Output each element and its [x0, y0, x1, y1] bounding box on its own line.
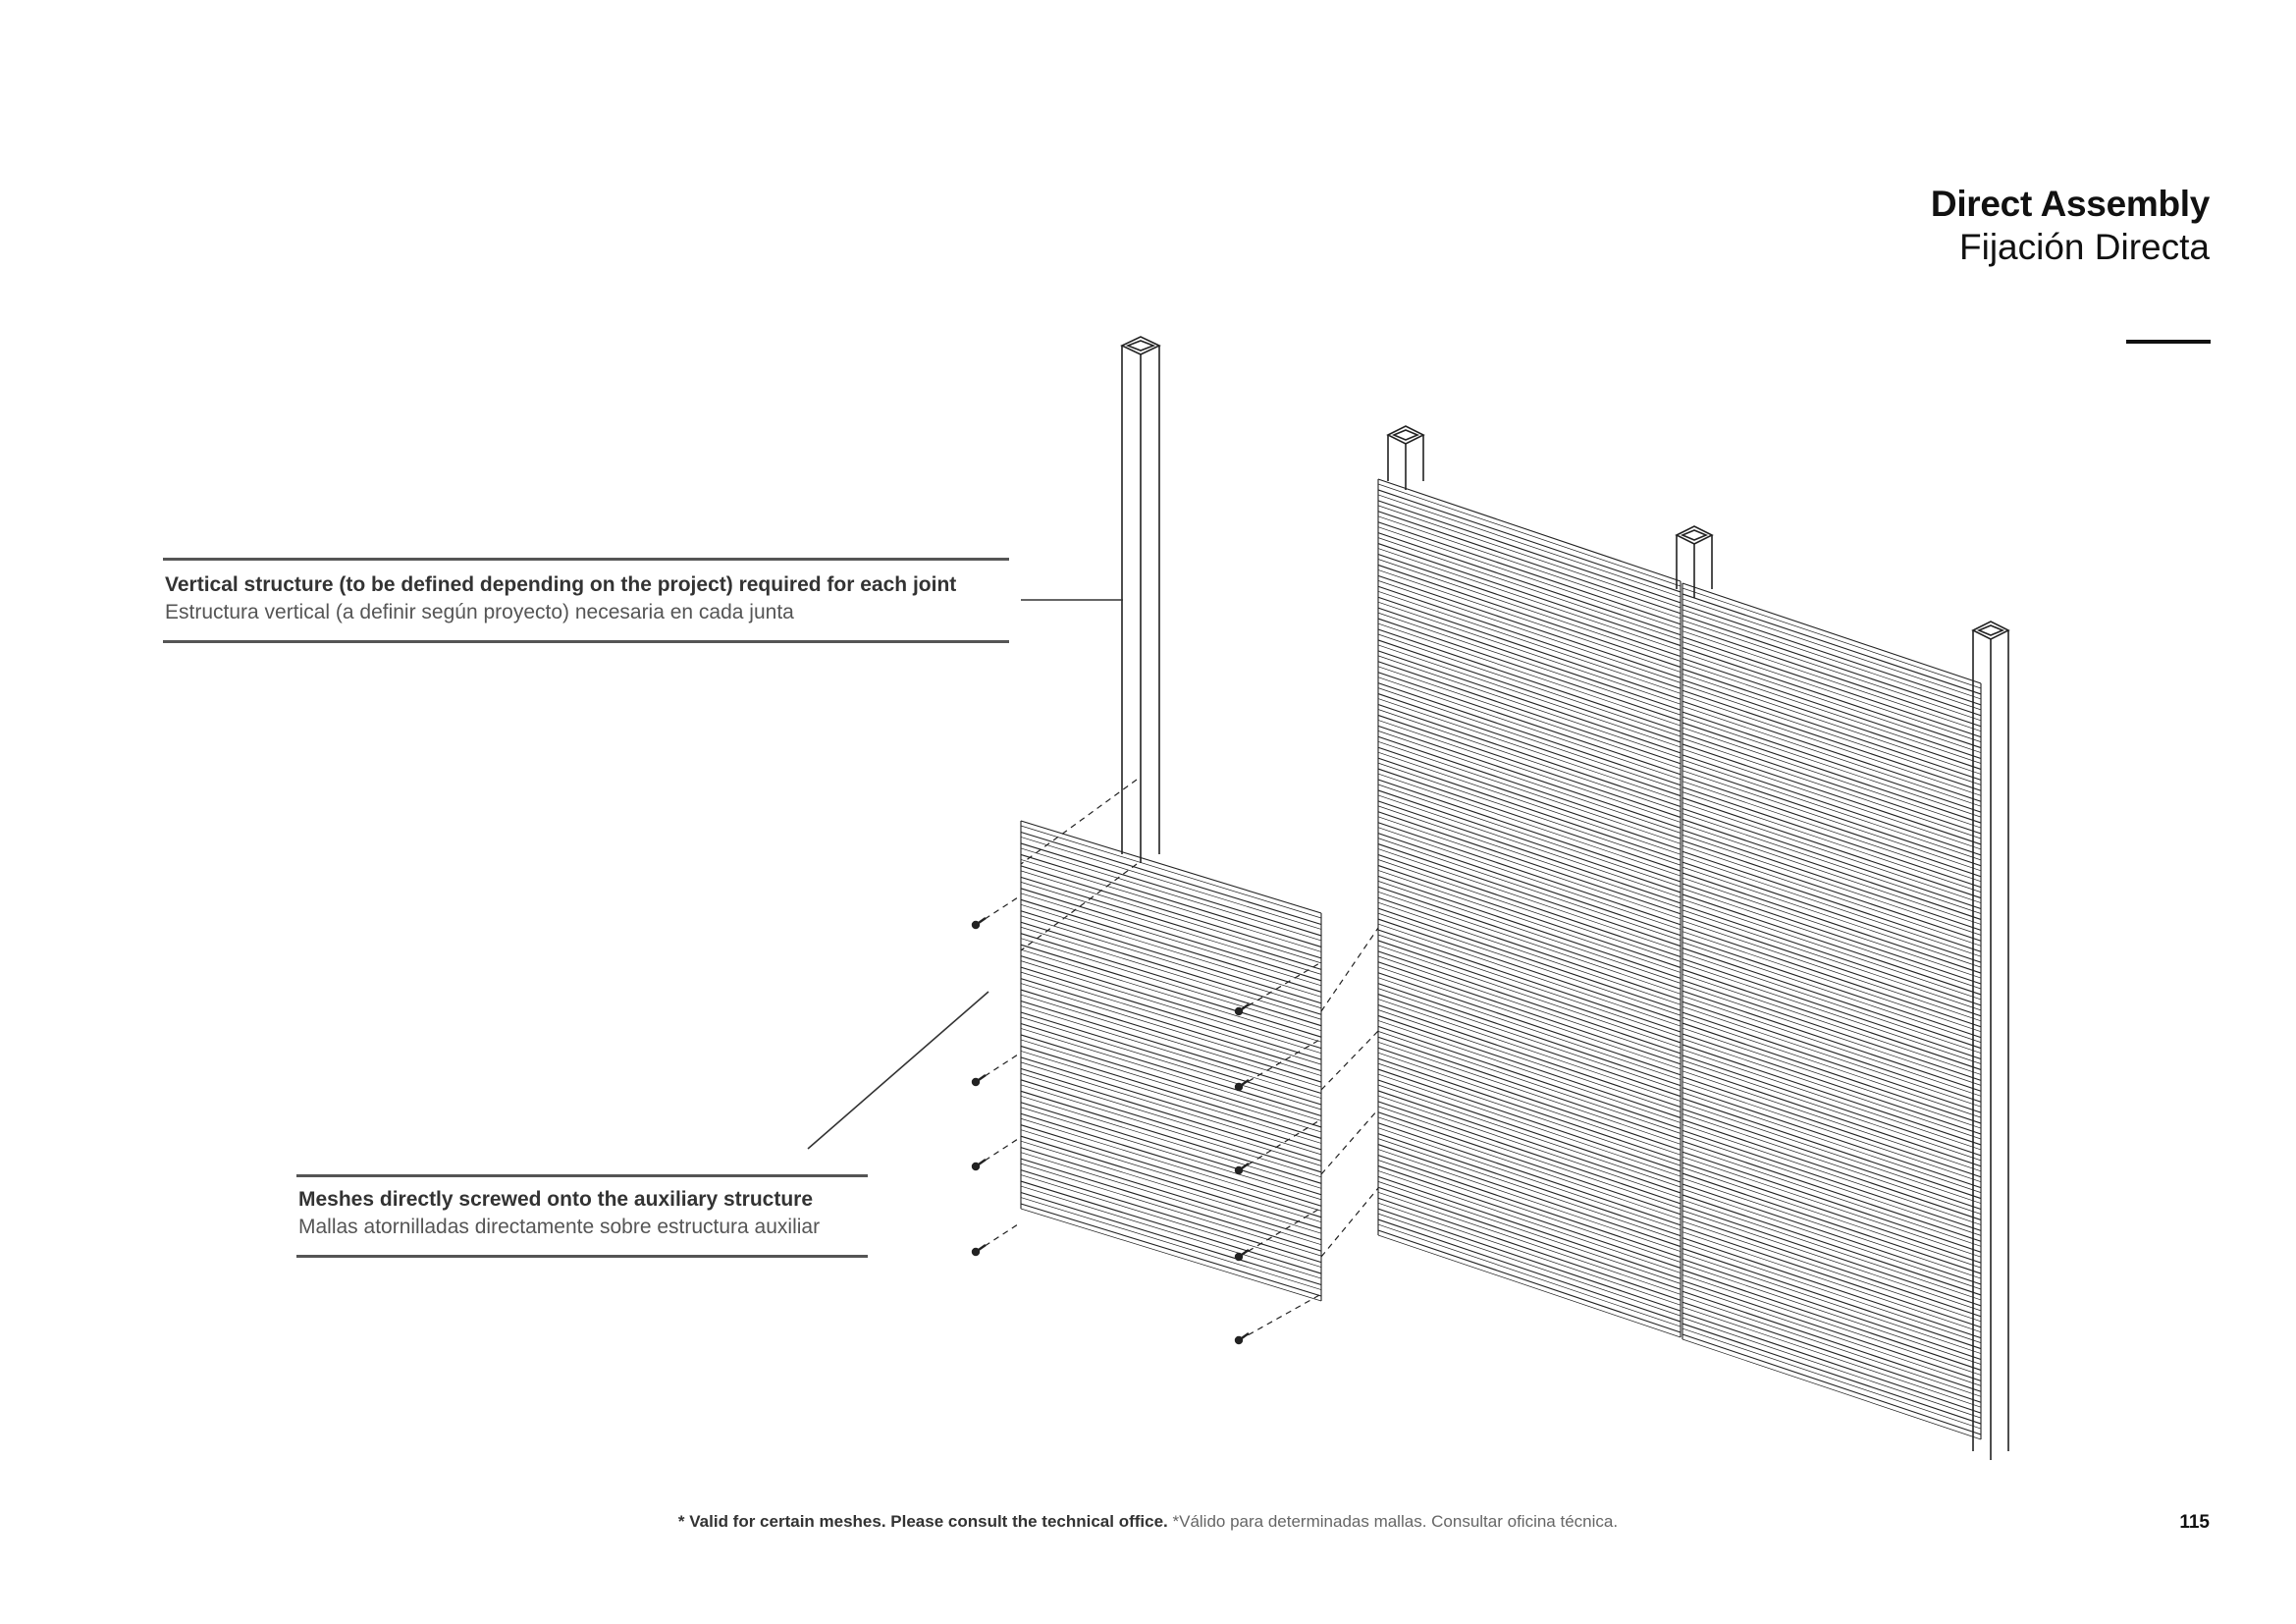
mesh-slat-shadow [1021, 1209, 1321, 1301]
mesh-slat [1378, 1134, 1681, 1236]
mesh-slat-shadow [1378, 785, 1681, 887]
mesh-slat-shadow [1378, 913, 1681, 1015]
mesh-slat [1378, 780, 1681, 882]
mesh-slat-shadow [1021, 984, 1321, 1076]
mesh-slat-shadow [1021, 848, 1321, 941]
mesh-slat [1021, 1091, 1321, 1183]
mesh-slat-shadow [1378, 1203, 1681, 1305]
mesh-slat [1378, 1058, 1681, 1161]
mesh-slat-shadow [1378, 623, 1681, 726]
mesh-slat [1021, 1159, 1321, 1251]
mesh-slat-shadow [1378, 495, 1681, 597]
mesh-slat [1021, 821, 1321, 913]
mesh-slat [1021, 899, 1321, 992]
mesh-slat [1378, 694, 1681, 796]
mesh-slat [1378, 919, 1681, 1021]
mesh-slat [1682, 616, 1981, 716]
post-right-a [1388, 426, 1423, 490]
mesh-slat [1378, 1112, 1681, 1215]
mesh-slat [1378, 834, 1681, 936]
mesh-slat-shadow [1378, 870, 1681, 972]
mesh-slat [1682, 594, 1981, 694]
callout-text-es: Mallas atornilladas directamente sobre estructura auxiliar [298, 1216, 821, 1238]
mesh-slat [1378, 769, 1681, 871]
mesh-slat-shadow [1378, 946, 1681, 1048]
mesh-slat-shadow [1378, 1074, 1681, 1176]
title-block [1931, 183, 2210, 269]
mesh-slat [1378, 555, 1681, 657]
mesh-slat-shadow [1378, 506, 1681, 608]
mesh-slat [1021, 1125, 1321, 1218]
mesh-slat-shadow [1378, 591, 1681, 693]
footnote [0, 1512, 2296, 1532]
mesh-slat-shadow [1378, 828, 1681, 930]
callout-rule-top [163, 558, 1009, 561]
mesh-slat-shadow [1021, 939, 1321, 1031]
footnote-es: *Válido para determinadas mallas. Consultar oficina técnica. [1172, 1512, 1619, 1531]
mesh-slat-shadow [1378, 763, 1681, 865]
mesh-slat-shadow [1378, 602, 1681, 704]
mesh-slat [1021, 843, 1321, 936]
mesh-slat-shadow [1021, 1164, 1321, 1256]
screw [973, 1222, 1022, 1256]
mesh-slat-shadow [1378, 656, 1681, 758]
mesh-slat-shadow [1378, 560, 1681, 662]
mesh-slat-shadow [1378, 795, 1681, 897]
mesh-slat [1378, 1187, 1681, 1289]
mesh-slat [1021, 1012, 1321, 1105]
mesh-slat [1021, 990, 1321, 1082]
mesh-slat [1021, 889, 1321, 981]
mesh-slat [1378, 823, 1681, 925]
mesh-slat-shadow [1378, 720, 1681, 822]
mesh-slat-shadow [1021, 995, 1321, 1087]
mesh-slat-shadow [1021, 1130, 1321, 1222]
guide-line [1321, 1031, 1378, 1090]
leader-meshes [808, 992, 988, 1149]
mesh-slat-shadow [1378, 1139, 1681, 1241]
mesh-slat-shadow [1021, 1141, 1321, 1233]
mesh-slat [1021, 1193, 1321, 1285]
callout-rule-bottom [296, 1255, 868, 1258]
mesh-slat-shadow [1378, 1161, 1681, 1263]
page-title: Direct Assembly [1930, 184, 2210, 224]
guide-line [1321, 1188, 1378, 1257]
mesh-slat [1378, 801, 1681, 903]
mesh-slat [1378, 844, 1681, 947]
mesh-slat [1378, 490, 1681, 592]
mesh-slat-shadow [1378, 634, 1681, 736]
mesh-slat-shadow [1021, 837, 1321, 929]
mesh-slat [1682, 605, 1981, 705]
mesh-slat [1378, 1048, 1681, 1150]
mesh-slat-shadow [1378, 1150, 1681, 1252]
mesh-slat-shadow [1021, 826, 1321, 918]
mesh-slat-shadow [1378, 688, 1681, 790]
mesh-slat-shadow [1378, 967, 1681, 1069]
mesh-slat-shadow [1378, 817, 1681, 919]
mesh-slat-shadow [1378, 538, 1681, 640]
mesh-slat-shadow [1378, 667, 1681, 769]
mesh-slat [1378, 619, 1681, 721]
mesh-panel-large-left [1378, 479, 1681, 1337]
mesh-slat-shadow [1378, 1224, 1681, 1326]
mesh-slat-shadow [1378, 569, 1681, 672]
mesh-slat [1378, 1145, 1681, 1247]
callout-text-en: Vertical structure (to be defined depending on the project) required for each joint [165, 573, 957, 596]
mesh-slat [1378, 1015, 1681, 1117]
mesh-slat-shadow [1378, 1235, 1681, 1337]
mesh-slat [1021, 1046, 1321, 1138]
footnote-en: * Valid for certain meshes. Please consult the technical office. [677, 1512, 1168, 1531]
mesh-slat [1378, 1209, 1681, 1311]
mesh-slat-shadow [1378, 1107, 1681, 1209]
mesh-slat-shadow [1378, 1181, 1681, 1283]
mesh-slat-shadow [1378, 752, 1681, 854]
mesh-slat-shadow [1021, 1017, 1321, 1110]
guide-line [1321, 928, 1378, 1011]
mesh-slat [1021, 1170, 1321, 1263]
mesh-slat-shadow [1378, 860, 1681, 962]
mesh-panels [1021, 479, 1981, 1439]
title-divider [2126, 340, 2211, 344]
screw [1236, 1294, 1322, 1344]
mesh-slat [1378, 984, 1681, 1086]
mesh-slat [1378, 662, 1681, 764]
mesh-slat-shadow [1021, 1085, 1321, 1177]
mesh-slat-shadow [1021, 972, 1321, 1064]
mesh-slat [1021, 1136, 1321, 1228]
mesh-slat [1378, 855, 1681, 957]
mesh-slat-shadow [1378, 1214, 1681, 1316]
mesh-slat [1021, 934, 1321, 1026]
mesh-slat [1021, 1035, 1321, 1127]
mesh-slat-shadow [1378, 516, 1681, 619]
mesh-slat-shadow [1378, 1031, 1681, 1133]
mesh-slat [1378, 586, 1681, 688]
mesh-slat [1378, 887, 1681, 989]
mesh-slat-shadow [1378, 806, 1681, 908]
mesh-slat [1021, 1181, 1321, 1273]
callout-vertical-structure [163, 558, 1009, 646]
mesh-slat-shadow [1682, 1339, 1981, 1439]
mesh-slat [1378, 640, 1681, 742]
callout-rule-bottom [163, 640, 1009, 643]
mesh-slat [1378, 629, 1681, 731]
mesh-slat [1021, 1148, 1321, 1240]
mesh-slat [1378, 973, 1681, 1075]
mesh-slat [1378, 1080, 1681, 1182]
mesh-slat-shadow [1021, 1006, 1321, 1099]
screw [973, 1053, 1022, 1086]
mesh-slat-shadow [1378, 902, 1681, 1004]
mesh-slat [1378, 1165, 1681, 1268]
mesh-slat-shadow [1378, 956, 1681, 1058]
mesh-slat [1378, 597, 1681, 699]
mesh-slat [1378, 1230, 1681, 1332]
mesh-slat-shadow [1682, 1285, 1981, 1385]
leader-lines [808, 600, 1123, 1149]
mesh-slat [1378, 715, 1681, 817]
mesh-slat-shadow [1682, 1274, 1981, 1375]
screw-projection [1239, 1119, 1321, 1170]
mesh-slat-shadow [1378, 1192, 1681, 1294]
mesh-slat [1378, 522, 1681, 624]
mesh-slat-shadow [1378, 1010, 1681, 1112]
mesh-slat-shadow [1021, 949, 1321, 1042]
mesh-slat [1378, 1219, 1681, 1322]
mesh-slat-shadow [1682, 1318, 1981, 1418]
mesh-panel-large-right [1682, 583, 1981, 1439]
mesh-slat [1682, 583, 1981, 683]
mesh-slat-shadow [1021, 1096, 1321, 1188]
mesh-slat [1378, 1198, 1681, 1300]
mesh-panel-small [1021, 821, 1321, 1301]
mesh-slat [1378, 1026, 1681, 1128]
mesh-slat-shadow [1378, 849, 1681, 951]
mesh-slat [1378, 1123, 1681, 1225]
mesh-slat [1682, 626, 1981, 727]
screw-projection [1239, 1294, 1321, 1340]
mesh-slat [1378, 683, 1681, 785]
mesh-slat [1378, 995, 1681, 1097]
mesh-slat-shadow [1021, 927, 1321, 1019]
mesh-slat [1378, 908, 1681, 1010]
mesh-slat-shadow [1378, 731, 1681, 833]
mesh-slat [1682, 637, 1981, 737]
mesh-slat-shadow [1021, 1153, 1321, 1245]
mesh-slat-shadow [1378, 1042, 1681, 1144]
mesh-slat-shadow [1021, 1198, 1321, 1290]
mesh-slat [1378, 705, 1681, 807]
page-subtitle: Fijación Directa [1959, 227, 2210, 267]
mesh-slat-shadow [1378, 978, 1681, 1080]
mesh-slat-shadow [1021, 1028, 1321, 1120]
post-left [1122, 337, 1159, 863]
callout-text-en: Meshes directly screwed onto the auxiliary structure [298, 1188, 814, 1211]
mesh-slat-shadow [1021, 1175, 1321, 1268]
mesh-slat [1378, 544, 1681, 646]
mesh-slat-shadow [1021, 893, 1321, 986]
mesh-slat [1378, 951, 1681, 1054]
mesh-slat-shadow [1378, 1020, 1681, 1122]
screw-projection [1239, 1039, 1321, 1087]
mesh-slat [1378, 897, 1681, 1000]
mesh-slat-shadow [1021, 1108, 1321, 1200]
mesh-slat [1378, 512, 1681, 614]
mesh-slat-shadow [1378, 1063, 1681, 1165]
mesh-slat-shadow [1021, 904, 1321, 997]
mesh-slat-shadow [1378, 935, 1681, 1037]
mesh-slat [1021, 945, 1321, 1037]
mesh-slat [1378, 1005, 1681, 1108]
callout-meshes [296, 1174, 868, 1263]
mesh-slat-shadow [1378, 484, 1681, 586]
mesh-slat [1378, 673, 1681, 775]
callout-text-es: Estructura vertical (a definir según proyecto) necesaria en cada junta [165, 601, 794, 623]
mesh-slat-shadow [1682, 1296, 1981, 1396]
mesh-slat-shadow [1021, 1040, 1321, 1132]
mesh-slat [1021, 832, 1321, 924]
mesh-slat [1378, 790, 1681, 893]
mesh-slat [1378, 758, 1681, 860]
mesh-slat [1378, 608, 1681, 710]
mesh-slat [1682, 648, 1981, 748]
mesh-slat [1021, 854, 1321, 947]
mesh-slat-shadow [1378, 881, 1681, 983]
mesh-slat-shadow [1378, 741, 1681, 843]
mesh-slat-shadow [1378, 1170, 1681, 1272]
mesh-slat-shadow [1378, 710, 1681, 812]
mesh-slat [1021, 1023, 1321, 1115]
mesh-slat-shadow [1021, 882, 1321, 974]
mesh-slat [1021, 877, 1321, 969]
mesh-slat [1021, 866, 1321, 958]
mesh-slat-shadow [1378, 989, 1681, 1091]
mesh-slat [1378, 736, 1681, 839]
mesh-slat-shadow [1378, 527, 1681, 629]
mesh-slat [1021, 956, 1321, 1049]
mesh-slat-shadow [1021, 961, 1321, 1054]
mesh-slat [1021, 967, 1321, 1059]
mesh-slat [1021, 979, 1321, 1071]
mesh-slat [1378, 865, 1681, 967]
screw [973, 895, 1022, 929]
mesh-slat [1378, 479, 1681, 581]
mesh-slat [1021, 1001, 1321, 1094]
mesh-slat [1021, 1204, 1321, 1296]
mesh-slat [1378, 930, 1681, 1032]
mesh-slat-shadow [1378, 1128, 1681, 1230]
mesh-slat [1378, 941, 1681, 1043]
guide-line [1321, 1110, 1378, 1174]
mesh-slat [1378, 1091, 1681, 1193]
mesh-slat [1378, 876, 1681, 978]
mesh-slat [1378, 651, 1681, 753]
mesh-slat-shadow [1682, 1307, 1981, 1407]
page-number: 115 [2179, 1512, 2210, 1533]
mesh-slat-shadow [1021, 1118, 1321, 1211]
mesh-slat-shadow [1021, 916, 1321, 1008]
mesh-slat-shadow [1021, 1062, 1321, 1155]
mesh-slat-shadow [1378, 1053, 1681, 1155]
mesh-slat-shadow [1378, 677, 1681, 780]
mesh-slat [1378, 726, 1681, 828]
mesh-slat-shadow [1378, 1085, 1681, 1187]
mesh-slat [1378, 812, 1681, 914]
mesh-slat [1378, 1156, 1681, 1258]
mesh-slat-shadow [1682, 1328, 1981, 1429]
mesh-slat-shadow [1378, 1000, 1681, 1102]
mesh-slat [1021, 1080, 1321, 1172]
mesh-slat [1021, 1113, 1321, 1206]
mesh-slat-shadow [1021, 859, 1321, 951]
mesh-slat [1378, 575, 1681, 677]
callout-rule-top [296, 1174, 868, 1177]
mesh-slat-shadow [1378, 645, 1681, 747]
mesh-slat [1021, 1057, 1321, 1150]
screw [973, 1137, 1022, 1170]
mesh-slat [1378, 1176, 1681, 1278]
mesh-slat [1378, 962, 1681, 1064]
mesh-slat [1021, 1103, 1321, 1195]
mesh-slat-shadow [1021, 1186, 1321, 1278]
mesh-slat-shadow [1378, 774, 1681, 876]
mesh-slat [1378, 1069, 1681, 1171]
mesh-slat-shadow [1378, 1096, 1681, 1198]
mesh-slat-shadow [1021, 1073, 1321, 1165]
mesh-slat-shadow [1378, 699, 1681, 801]
mesh-slat [1378, 501, 1681, 603]
mesh-slat-shadow [1378, 892, 1681, 994]
mesh-slat-shadow [1378, 549, 1681, 651]
mesh-slat-shadow [1378, 924, 1681, 1026]
mesh-slat-shadow [1378, 1117, 1681, 1219]
mesh-slat [1378, 1037, 1681, 1139]
mesh-slat [1378, 1102, 1681, 1204]
mesh-slat-shadow [1378, 613, 1681, 715]
mesh-slat [1021, 922, 1321, 1014]
mesh-slat-shadow [1378, 580, 1681, 682]
mesh-slat-shadow [1378, 839, 1681, 941]
mesh-slat [1378, 747, 1681, 849]
mesh-slat [1378, 565, 1681, 667]
mesh-slat [1378, 533, 1681, 635]
